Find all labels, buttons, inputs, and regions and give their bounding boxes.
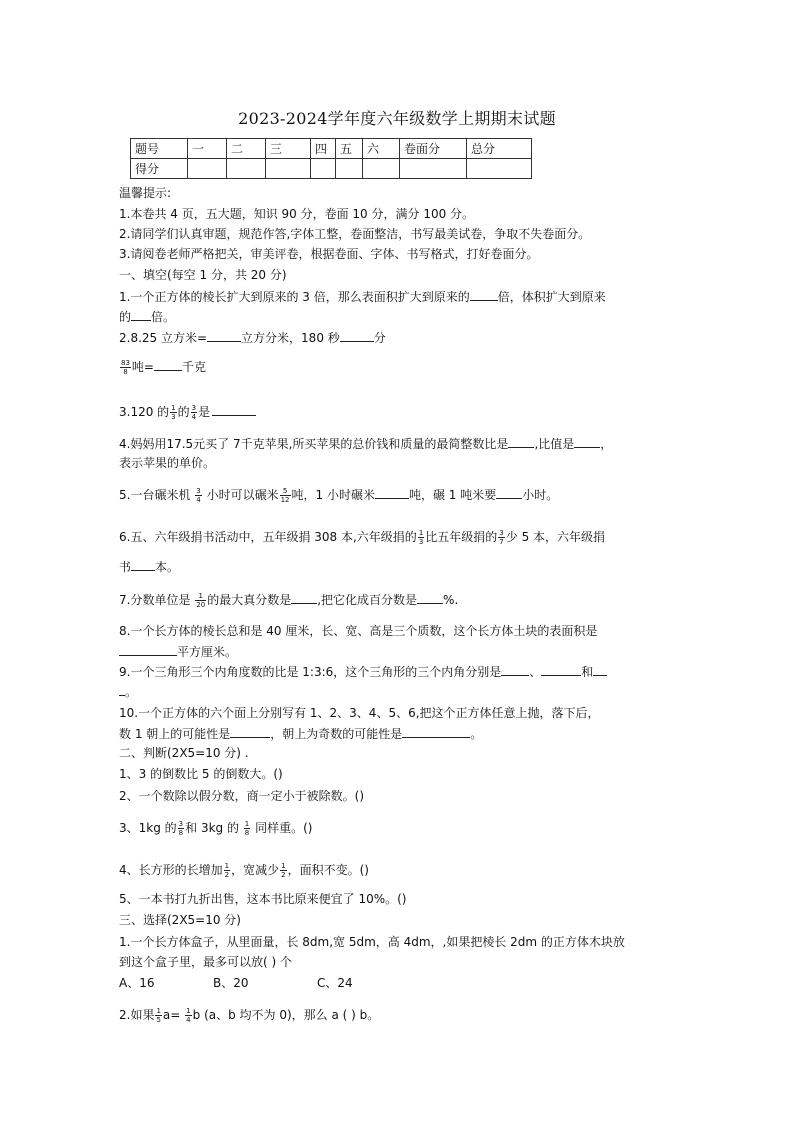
- fraction: $\frac{1}{3}$: [418, 529, 424, 546]
- answer-blank[interactable]: [119, 644, 177, 656]
- answer-blank[interactable]: [508, 436, 534, 448]
- score-header-cell: 卷面分: [400, 139, 467, 159]
- tip-2: 2.请同学们认真审题，规范作答,字体工整，卷面整洁，书写最美试卷，争取不失卷面分。: [119, 227, 591, 241]
- section-2-heading: 二、判断(2X5=10 分) .: [119, 746, 249, 760]
- question-text: 吨，碾 1 吨米要: [408, 488, 497, 502]
- question-text: 倍，体积扩大到原来: [497, 290, 606, 304]
- answer-blank[interactable]: [402, 726, 470, 738]
- answer-blank[interactable]: [131, 559, 155, 571]
- exam-title: 2023-2024学年度六年级数学上期期末试题: [238, 109, 556, 128]
- score-header-cell: 四: [311, 139, 336, 159]
- tip-3: 3.请阅卷老师严格把关，审美评卷，根据卷面、字体、书写格式，打好卷面分。: [119, 247, 539, 261]
- question-text: 2.如果: [119, 1008, 155, 1022]
- question-10-line-1: 10.一个正方体的六个面上分别写有 1、2、3、4、5、6,把这个正方体任意上抛，落下后，: [119, 706, 600, 720]
- question-9-line-1: [119, 664, 607, 679]
- judge-5: 5、一本书打九折出售，这本书比原来便宜了 10%。(): [119, 892, 407, 906]
- question-1-line-1: [119, 289, 606, 304]
- question-text: 。: [470, 727, 483, 741]
- question-text: 千克: [181, 360, 206, 374]
- question-2-extra: [119, 359, 206, 376]
- question-text: 小时可以碾米: [206, 488, 279, 502]
- fraction: $\frac{1}{3}$: [171, 404, 176, 421]
- score-table-header-row: [131, 139, 532, 159]
- question-text: 分: [373, 331, 386, 345]
- fraction: $\frac{1}{5}$: [156, 1007, 161, 1024]
- fraction: $\frac{1}{2}$: [281, 862, 286, 879]
- question-7: [119, 592, 458, 609]
- judge-2: 2、一个数除以假分数，商一定小于被除数。(): [119, 789, 364, 803]
- score-header-cell: 二: [227, 139, 266, 159]
- score-row-label: 得分: [131, 159, 188, 179]
- question-text: 吨，1 小时碾米: [291, 488, 375, 502]
- question-4-line-2: 表示苹果的单价。: [119, 456, 216, 470]
- score-header-cell: 三: [266, 139, 311, 159]
- answer-blank[interactable]: [593, 664, 607, 676]
- question-text: ，宽减少: [231, 863, 280, 877]
- answer-blank[interactable]: [417, 592, 443, 604]
- question-text: 是: [198, 405, 211, 419]
- fraction: $\frac{5}{12}$: [280, 487, 290, 504]
- question-text: 4.妈妈用17.5元买了 7千克苹果,所买苹果的总价钱和质量的最简整数比是: [119, 437, 509, 451]
- score-cell[interactable]: [336, 159, 363, 179]
- question-text: ,比值是: [534, 437, 575, 451]
- answer-blank[interactable]: [291, 592, 317, 604]
- question-text: 7.分数单位是: [119, 593, 191, 607]
- question-text: ,把它化成百分数是: [317, 593, 418, 607]
- score-cell[interactable]: [266, 159, 311, 179]
- answer-blank[interactable]: [501, 664, 529, 676]
- choice-2: [119, 1007, 379, 1024]
- question-text: 的最大真分数是: [207, 593, 292, 607]
- choice-1-line-2: 到这个盒子里，最多可以放( ) 个: [119, 955, 292, 969]
- question-text: 。: [125, 685, 138, 699]
- score-cell[interactable]: [363, 159, 400, 179]
- question-text: 2.8.25 立方米=: [119, 331, 208, 345]
- question-text: 的: [177, 405, 190, 419]
- fraction: $\frac{83}{8}$: [121, 359, 130, 376]
- fraction: $\frac{1}{4}$: [186, 1007, 191, 1024]
- fraction: $\frac{3}{7}$: [499, 529, 504, 546]
- score-header-cell: 六: [363, 139, 400, 159]
- question-6-line-2: [119, 559, 179, 574]
- answer-blank[interactable]: [541, 664, 581, 676]
- choice-1-line-1: 1.一个长方体盒子，从里面量，长 8dm,宽 5dm，高 4dm，,如果把棱长 2dm 的正方体木块放: [119, 935, 625, 949]
- score-cell[interactable]: [227, 159, 266, 179]
- fraction: $\frac{3}{8}$: [178, 820, 184, 837]
- score-cell[interactable]: [400, 159, 467, 179]
- question-text: 和: [581, 665, 594, 679]
- question-text: 、: [529, 665, 542, 679]
- question-text: 书: [119, 560, 132, 574]
- question-text: ，面积不变。(): [287, 863, 369, 877]
- fraction: $\frac{1}{8}$: [244, 820, 250, 837]
- score-header-cell: 一: [188, 139, 227, 159]
- question-5: [119, 487, 558, 504]
- question-text: 少 5 本，六年级捐: [505, 530, 606, 544]
- option-b[interactable]: B、20: [213, 976, 249, 990]
- fraction: $\frac{1}{20}$: [196, 592, 206, 609]
- choice-1-options: [119, 976, 353, 990]
- score-header-cell: 五: [336, 139, 363, 159]
- question-text: 4、长方形的长增加: [119, 863, 223, 877]
- answer-blank[interactable]: [230, 726, 270, 738]
- question-2: [119, 330, 386, 345]
- option-c[interactable]: C、24: [317, 976, 353, 990]
- question-text: 6.五、六年级捐书活动中，五年级捐 308 本,六年级捐的: [119, 530, 417, 544]
- question-text: 平方厘米。: [177, 645, 238, 659]
- question-text: 1.一个正方体的棱长扩大到原来的 3 倍，那么表面积扩大到原来的: [119, 290, 470, 304]
- answer-blank[interactable]: [131, 309, 151, 321]
- answer-blank[interactable]: [470, 289, 498, 301]
- question-text: %.: [443, 593, 459, 607]
- question-text: 立方分米，180 秒: [241, 331, 340, 345]
- question-text: 数 1 朝上的可能性是: [119, 727, 231, 741]
- judge-4: [119, 862, 369, 879]
- answer-blank[interactable]: [212, 404, 256, 416]
- question-text: 3.120 的: [119, 405, 170, 419]
- judge-1: 1、3 的倒数比 5 的倒数大。(): [119, 767, 283, 781]
- score-table: [130, 138, 532, 179]
- question-text: 和 3kg 的: [185, 821, 239, 835]
- question-text: a=: [162, 1008, 181, 1022]
- question-4-line-1: [119, 436, 612, 451]
- fraction: $\frac{3}{4}$: [191, 404, 197, 421]
- section-3-heading: 三、选择(2X5=10 分): [119, 913, 241, 927]
- question-text: 本。: [155, 560, 180, 574]
- answer-blank[interactable]: [340, 330, 374, 342]
- tips-heading: 温馨提示:: [119, 186, 172, 200]
- question-text: 吨=: [131, 360, 154, 374]
- question-text: ，: [600, 437, 613, 451]
- score-header-cell: 题号: [131, 139, 188, 159]
- judge-3: [119, 820, 312, 837]
- question-text: 小时。: [522, 488, 559, 502]
- tip-1: 1.本卷共 4 页，五大题，知识 90 分，卷面 10 分，满分 100 分。: [119, 207, 475, 221]
- section-1-heading: 一、填空(每空 1 分，共 20 分): [119, 268, 287, 282]
- question-9-line-2: [119, 684, 137, 699]
- question-text: 同样重。(): [255, 821, 313, 835]
- option-a[interactable]: A、16: [119, 976, 155, 990]
- question-3: [119, 404, 256, 421]
- question-text: 9.一个三角形三个内角度数的比是 1:3:6，这个三角形的三个内角分别是: [119, 665, 502, 679]
- question-8-line-2: [119, 644, 237, 659]
- question-text: 5.一台碾米机: [119, 488, 191, 502]
- fraction: $\frac{3}{4}$: [196, 487, 201, 504]
- answer-blank[interactable]: [154, 359, 182, 371]
- answer-blank[interactable]: [496, 487, 522, 499]
- score-cell[interactable]: [467, 159, 532, 179]
- fraction: $\frac{1}{2}$: [224, 862, 230, 879]
- score-cell[interactable]: [311, 159, 336, 179]
- question-1-line-2: [119, 309, 175, 324]
- score-header-cell: 总分: [467, 139, 532, 159]
- question-text: 比五年级捐的: [425, 530, 498, 544]
- score-table-score-row: [131, 159, 532, 179]
- answer-blank[interactable]: [375, 487, 409, 499]
- question-text: b (a、b 均不为 0)，那么 a ( ) b。: [192, 1008, 380, 1022]
- question-text: 的: [119, 310, 132, 324]
- question-8-line-1: 8.一个长方体的棱长总和是 40 厘米，长、宽、高是三个质数，这个长方体土块的表面积是: [119, 624, 598, 638]
- question-text: 倍。: [151, 310, 176, 324]
- question-10-line-2: [119, 726, 482, 741]
- question-6-line-1: [119, 529, 605, 546]
- answer-blank[interactable]: [207, 330, 241, 342]
- question-text: ，朝上为奇数的可能性是: [270, 727, 403, 741]
- answer-blank[interactable]: [574, 436, 600, 448]
- score-cell[interactable]: [188, 159, 227, 179]
- question-text: 3、1kg 的: [119, 821, 177, 835]
